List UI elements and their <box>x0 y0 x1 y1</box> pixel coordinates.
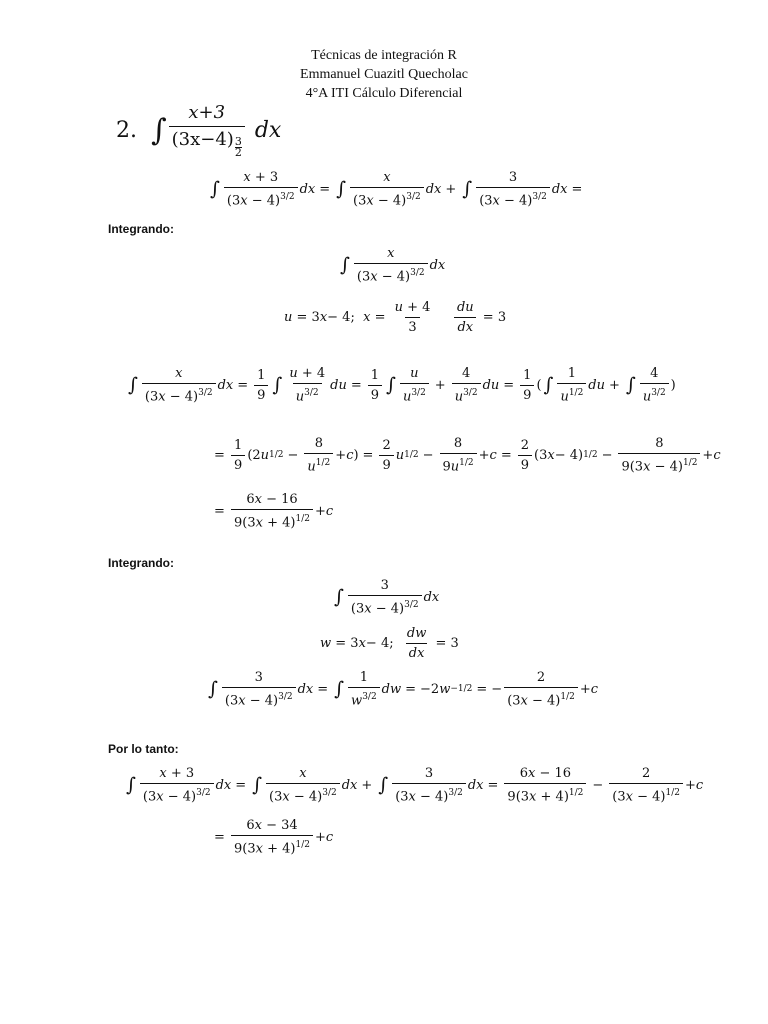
equation-sub-u: u = 3 x − 4; x = $\frac{u + 4}{3}$ $\frac{du}{dx}$ = 3 <box>284 300 507 335</box>
equation-final: ∫ $\frac{x + 3}{(3x - 4)^{3/2}}$ dx = ∫ $\frac{x}{(3x - 4)^{3/2}}$ dx + ∫ $\frac{3}{(3x - 4)^{3/2}}$ dx = $\frac{6x - 16}{9(3x + 4)^{1/2}}$ − $\frac{2}{(3x - 4)^{1/2}}$ + c <box>126 766 704 805</box>
header-title: Técnicas de integración R <box>311 48 457 63</box>
problem-number: 2. <box>116 117 137 143</box>
problem-statement <box>116 100 281 160</box>
equation-expand-u: ∫ $\frac{x}{(3x - 4)^{3/2}}$ dx = $\frac{1}{9}$ ∫ $\frac{u + 4}{u^{3/2}}$ du = $\frac{1}{9}$ ∫ $\frac{u}{u^{3/2}}$ + $\frac{4}{u^{3/2}}$ du = $\frac{1}{9}$ ( ∫ $\frac{1}{u^{1/2}}$ du + ∫ $\frac{4}{u^{3/2}}$ ) <box>128 366 676 405</box>
problem-denominator: (3x−4) <box>171 129 234 150</box>
equation-first-integral: ∫ $\frac{x}{(3x - 4)^{3/2}}$ dx <box>340 246 446 285</box>
problem-dx: dx <box>254 117 282 143</box>
equation-result-u: = $\frac{1}{9}$ (2 u 1/2 − $\frac{8}{u^{1/2}}$ + c ) = $\frac{2}{9}$ u 1/2 − $\frac{8}{9u^{1/2}}$ + c = $\frac{2}{9}$ (3 x − 4) 1/2 − $\frac{8}{9(3x - 4)^{1/2}}$ + c <box>214 436 721 475</box>
problem-exp-den: 2 <box>234 146 242 159</box>
label-integrando-1: Integrando: <box>108 222 174 236</box>
header-author: Emmanuel Cuazitl Quecholac <box>300 67 468 82</box>
label-por-lo-tanto: Por lo tanto: <box>108 742 179 756</box>
integral-sign: ∫ <box>151 112 167 148</box>
equation-split: ∫ $\frac{x + 3}{(3x - 4)^{3/2}}$ dx = ∫ $\frac{x}{(3x - 4)^{3/2}}$ dx + ∫ $\frac{3}{(3x - 4)^{3/2}}$ dx = <box>210 170 583 209</box>
equation-final-simplified: = $\frac{6x - 34}{9(3x + 4)^{1/2}}$ + c <box>214 818 334 857</box>
label-integrando-2: Integrando: <box>108 556 174 570</box>
problem-exponent <box>235 137 242 158</box>
equation-second-integral: ∫ $\frac{3}{(3x - 4)^{3/2}}$ dx <box>334 578 440 617</box>
equation-sub-w: w = 3 x − 4; $\frac{dw}{dx}$ = 3 <box>320 626 459 661</box>
problem-fraction <box>169 102 245 158</box>
problem-exp-num: 3 <box>234 135 242 148</box>
problem-numerator: x+3 <box>188 102 226 123</box>
equation-result-w: ∫ $\frac{3}{(3x - 4)^{3/2}}$ dx = ∫ $\frac{1}{w^{3/2}}$ dw = −2 w −1/2 = − $\frac{2}{(3x - 4)^{1/2}}$ + c <box>208 670 599 709</box>
header-course: 4°A ITI Cálculo Diferencial <box>305 86 463 101</box>
equation-simplified-u: = $\frac{6x - 16}{9(3x + 4)^{1/2}}$ + c <box>214 492 334 531</box>
